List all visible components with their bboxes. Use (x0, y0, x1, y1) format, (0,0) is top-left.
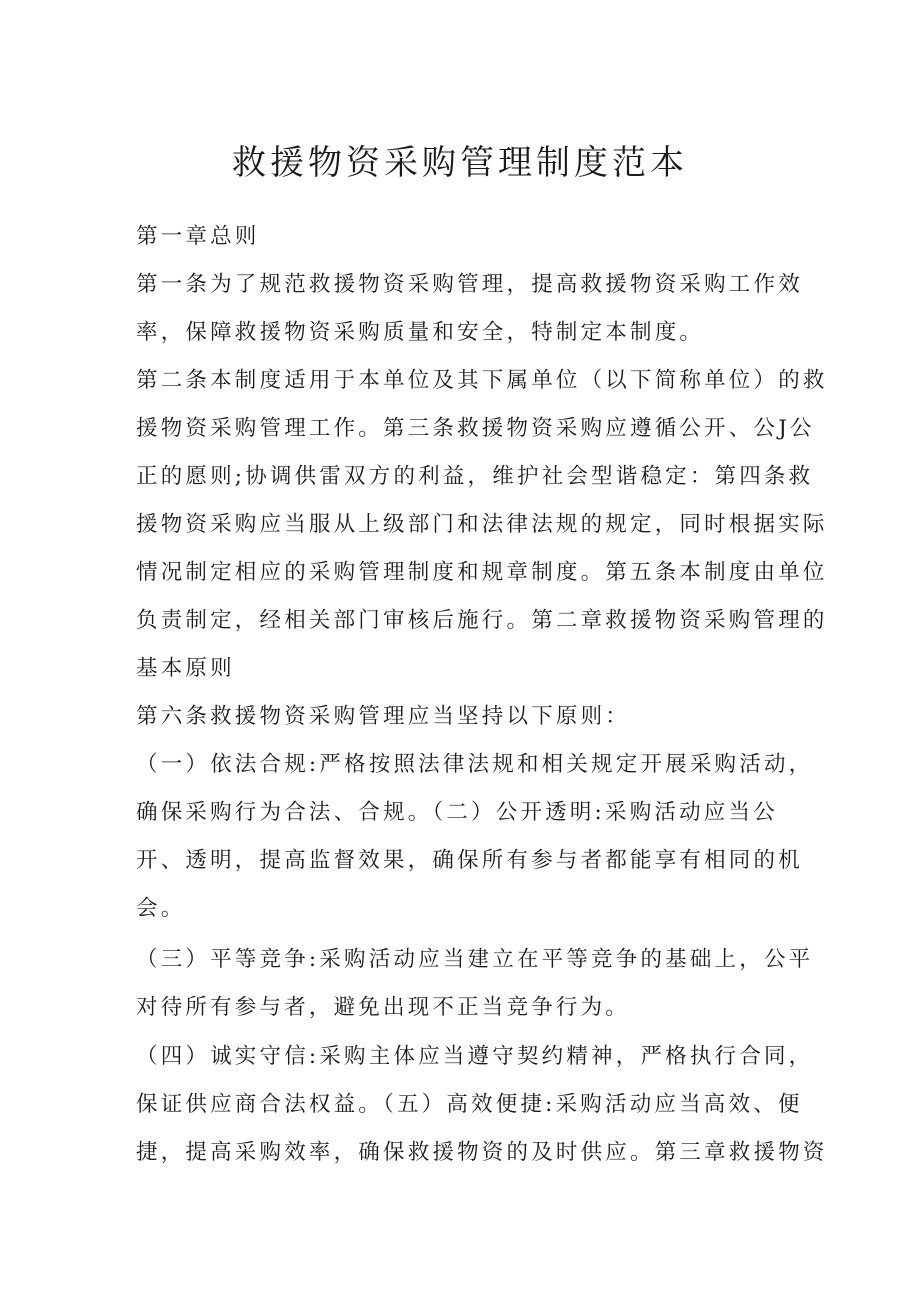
text-line: （一）依法合规:严格按照法律法规和相关规定开展采购活动， (136, 752, 814, 777)
text-line: 开、透明，提高监督效果，确保所有参与者都能享有相同的机 (136, 848, 803, 873)
text-line: 情况制定相应的采购管理制度和规章制度。第五条本制度由单位 (136, 560, 828, 585)
text-line: 第一条为了规范救援物资采购管理，提高救援物资采购工作效 (136, 272, 803, 297)
document-title: 救援物资采购管理制度范本 (232, 143, 688, 183)
text-line: 确保采购行为合法、合规。（二）公开透明:采购活动应当公 (136, 800, 778, 825)
text-line: 率，保障救援物资采购质量和安全，特制定本制度。 (136, 320, 705, 345)
text-line: 对待所有参与者，避免出现不正当竞争行为。 (136, 995, 631, 1020)
text-line: 会。 (136, 896, 186, 921)
text-line: （四）诚实守信:采购主体应当遵守契约精神，严格执行合同， (136, 1044, 814, 1069)
text-line: 保证供应商合法权益。（五）高效便捷:采购活动应当高效、便 (136, 1092, 803, 1117)
text-line: 援物资采购应当服从上级部门和法律法规的规定，同时根据实际 (136, 512, 828, 537)
text-line: 基本原则 (136, 656, 235, 681)
text-line: 负责制定，经相关部门审核后施行。第二章救援物资采购管理的 (136, 608, 828, 633)
text-line: 第二条本制度适用于本单位及其下属单位（以下简称单位）的救 (136, 368, 828, 393)
text-line: 捷，提高采购效率，确保救援物资的及时供应。第三章救援物资 (136, 1140, 828, 1165)
text-line: 援物资采购管理工作。第三条救援物资采购应遵循公开、公J公 (136, 416, 815, 441)
text-line: 第六条救援物资采购管理应当坚持以下原则： (136, 704, 631, 729)
text-line: 正的愿则;协调供雷双方的利益，维护社会型谐稳定：第四条救 (136, 464, 814, 489)
chapter-heading: 第一章总则 (136, 224, 260, 249)
text-line: （三）平等竞争:采购活动应当建立在平等竞争的基础上，公平 (136, 947, 814, 972)
